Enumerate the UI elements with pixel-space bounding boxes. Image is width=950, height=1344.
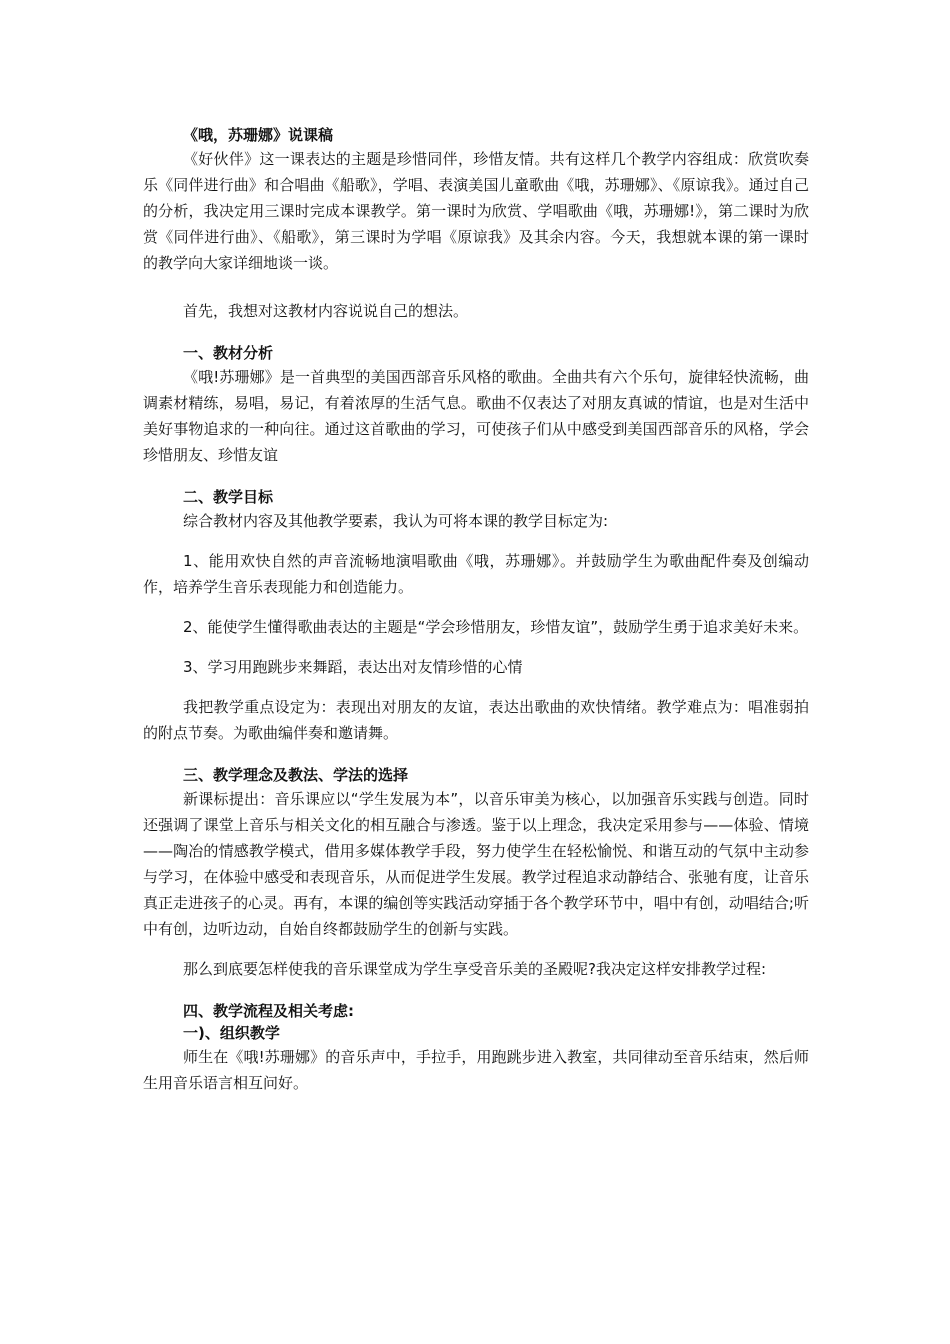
- section-1-body: 《哦!苏珊娜》是一首典型的美国西部音乐风格的歌曲。全曲共有六个乐句，旋律轻快流畅，曲调素材精练，易唱，易记，有着浓厚的生活气息。歌曲不仅表达了对朋友真诚的情谊，也是对生活中美好事物追求的一种向往。通过这首歌曲的学习，可使孩子们从中感受到美国西部音乐的风格，学会珍惜朋友、珍惜友谊: [143, 368, 809, 464]
- section-3-body: 新课标提出：音乐课应以“学生发展为本”，以音乐审美为核心，以加强音乐实践与创造。同时还强调了课堂上音乐与相关文化的相互融合与渗透。鉴于以上理念，我决定采用参与——体验、情境——陶冶的情感教学模式，借用多媒体教学手段，努力使学生在轻松愉悦、和谐互动的气氛中主动参与学习，在体验中感受和表现音乐，从而促进学生发展。教学过程追求动静结合、张驰有度，让音乐真正走进孩子的心灵。再有，本课的编创等实践活动穿插于各个教学环节中，唱中有创，动唱结合;听中有创，边听边动，自始自终都鼓励学生的创新与实践。: [143, 790, 809, 938]
- section-4-subheading: 一)、组织教学: [183, 1024, 280, 1042]
- first-paragraph: 首先，我想对这教材内容说说自己的想法。: [183, 302, 469, 320]
- transition-paragraph: 那么到底要怎样使我的音乐课堂成为学生享受音乐美的圣殿呢?我决定这样安排教学过程:: [183, 960, 767, 978]
- focus-paragraph: 我把教学重点设定为：表现出对朋友的友谊，表达出歌曲的欢快情绪。教学难点为：唱准弱拍的附点节奏。为歌曲编伴奏和邀请舞。: [143, 698, 809, 742]
- document-title: 《哦，苏珊娜》说课稿: [183, 126, 334, 144]
- intro-paragraph: 《好伙伴》这一课表达的主题是珍惜同伴，珍惜友情。共有这样几个教学内容组成：欣赏吹奏乐《同伴进行曲》和合唱曲《船歌》，学唱、表演美国儿童歌曲《哦，苏珊娜》、《原谅我》。通过自己的分析，我决定用三课时完成本课教学。第一课时为欣赏、学唱歌曲《哦，苏珊娜!》，第二课时为欣赏《同伴进行曲》、《船歌》，第三课时为学唱《原谅我》及其余内容。今天，我想就本课的第一课时的教学向大家详细地谈一谈。: [143, 150, 809, 272]
- section-2-lead: 综合教材内容及其他教学要素，我认为可将本课的教学目标定为:: [183, 512, 609, 530]
- section-4-heading: 四、教学流程及相关考虑:: [183, 1002, 354, 1020]
- section-4-body: 师生在《哦!苏珊娜》的音乐声中，手拉手，用跑跳步进入教室，共同律动至音乐结束，然后师生用音乐语言相互问好。: [143, 1048, 809, 1092]
- document-page: [143, 124, 809, 1096]
- section-2-heading: 二、教学目标: [183, 488, 274, 506]
- section-3-heading: 三、教学理念及教法、学法的选择: [183, 766, 409, 784]
- section-1-heading: 一、教材分析: [183, 344, 274, 362]
- goal-3: 3、学习用跑跳步来舞蹈，表达出对友情珍惜的心情: [183, 658, 523, 676]
- goal-2: 2、能使学生懂得歌曲表达的主题是“学会珍惜朋友，珍惜友谊”，鼓励学生勇于追求美好未来。: [183, 618, 809, 636]
- goal-1: 1、能用欢快自然的声音流畅地演唱歌曲《哦，苏珊娜》。并鼓励学生为歌曲配件奏及创编动作，培养学生音乐表现能力和创造能力。: [143, 552, 809, 596]
